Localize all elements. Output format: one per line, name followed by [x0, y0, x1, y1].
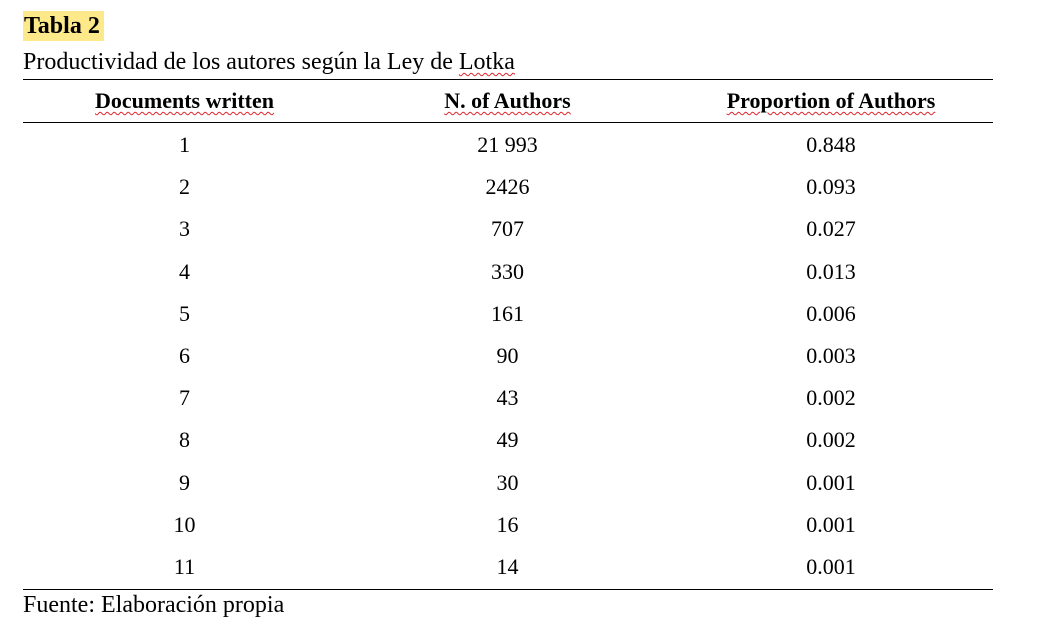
cell-proportion-of-authors: 0.013: [806, 258, 856, 284]
header-n-of-authors: N. of Authors: [444, 88, 571, 113]
cell-documents-written: 9: [179, 469, 190, 495]
cell-documents-written: 10: [173, 511, 196, 537]
cell-n-of-authors: 21 993: [477, 132, 538, 158]
source-note: Fuente: Elaboración propia: [23, 592, 285, 619]
table-caption: [23, 47, 993, 77]
cell-proportion-of-authors: 0.848: [806, 132, 856, 158]
table-row: [23, 251, 993, 293]
header-cell: [346, 88, 669, 114]
cell-n-of-authors: 43: [496, 385, 519, 411]
cell-n-of-authors: 161: [491, 300, 524, 326]
cell-documents-written: 8: [179, 427, 190, 453]
header-cell: [23, 88, 346, 114]
table-row: [23, 462, 993, 504]
cell-documents-written: 7: [179, 385, 190, 411]
table-row: [23, 377, 993, 419]
table-row: [23, 208, 993, 250]
header-cell: [669, 88, 993, 114]
cell-n-of-authors: 30: [496, 469, 519, 495]
cell-n-of-authors: 90: [496, 343, 519, 369]
cell-documents-written: 4: [179, 258, 190, 284]
cell-proportion-of-authors: 0.006: [806, 300, 856, 326]
cell-n-of-authors: 330: [491, 258, 524, 284]
table-row: [23, 166, 993, 208]
table-label: Tabla 2: [23, 11, 104, 41]
caption-flagged-word: Lotka: [458, 49, 515, 75]
cell-proportion-of-authors: 0.001: [806, 511, 856, 537]
cell-proportion-of-authors: 0.001: [806, 553, 856, 579]
table-row: [23, 293, 993, 335]
table-row: [23, 335, 993, 377]
cell-n-of-authors: 16: [496, 511, 519, 537]
cell-documents-written: 11: [173, 553, 196, 579]
table-row: [23, 504, 993, 546]
cell-proportion-of-authors: 0.002: [806, 427, 856, 453]
header-proportion-of-authors: Proportion of Authors: [726, 88, 936, 113]
cell-proportion-of-authors: 0.093: [806, 174, 856, 200]
cell-n-of-authors: 49: [496, 427, 519, 453]
document-page: [23, 8, 993, 620]
cell-documents-written: 6: [179, 343, 190, 369]
table-row: [23, 124, 993, 166]
cell-proportion-of-authors: 0.003: [806, 343, 856, 369]
cell-n-of-authors: 707: [491, 216, 524, 242]
cell-documents-written: 3: [179, 216, 190, 242]
table-body: [23, 123, 993, 589]
cell-proportion-of-authors: 0.027: [806, 216, 856, 242]
cell-proportion-of-authors: 0.002: [806, 385, 856, 411]
header-documents-written: Documents written: [94, 88, 275, 113]
cell-n-of-authors: 14: [496, 553, 519, 579]
cell-documents-written: 5: [179, 300, 190, 326]
lotka-table: [23, 79, 993, 590]
cell-n-of-authors: 2426: [485, 174, 530, 200]
cell-documents-written: 2: [179, 174, 190, 200]
cell-proportion-of-authors: 0.001: [806, 469, 856, 495]
caption-text: Productividad de los autores según la Ley de: [23, 49, 459, 75]
cell-documents-written: 1: [179, 132, 190, 158]
table-row: [23, 546, 993, 588]
table-row: [23, 419, 993, 461]
table-header-row: [23, 80, 993, 123]
